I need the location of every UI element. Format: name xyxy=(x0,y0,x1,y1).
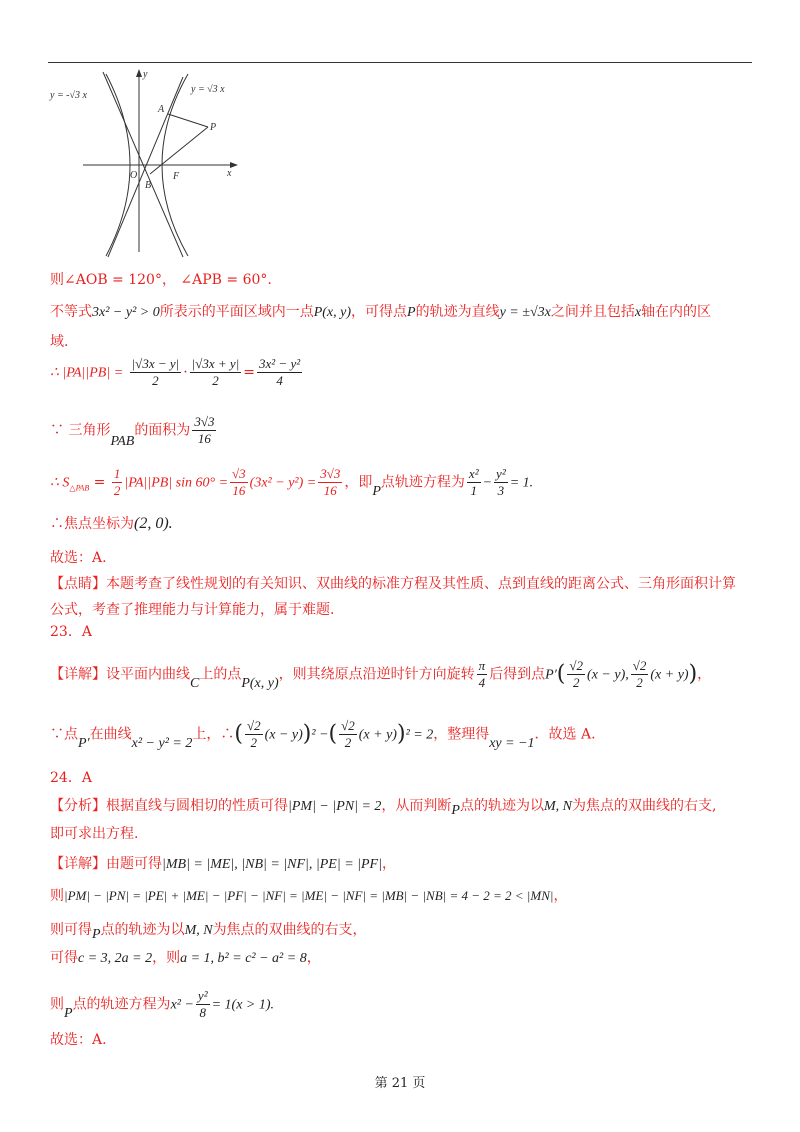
text: 可得 xyxy=(50,950,78,966)
math: |PA||PB| sin 60° = xyxy=(124,475,229,491)
math: P′ xyxy=(545,667,557,683)
text: 轴在内的区 xyxy=(641,304,712,320)
math: P(x, y) xyxy=(313,305,352,320)
text: 故选：A. xyxy=(50,1032,107,1048)
label-x-axis: x xyxy=(227,168,232,179)
math: |MB| = |ME|, |NB| = |NF|, |PE| = |PF| xyxy=(162,857,382,872)
text: ∵点 xyxy=(50,726,78,743)
math: (x − y) xyxy=(264,727,303,743)
text: 则 xyxy=(50,996,64,1013)
math: (x − y), xyxy=(587,667,629,683)
text: ．故选 A. xyxy=(534,726,596,743)
line-comment-1 xyxy=(50,574,736,594)
math: P(x, y) xyxy=(241,675,279,691)
line-q24 xyxy=(50,768,92,788)
text: 域. xyxy=(50,334,69,350)
fraction: $\frac{3√3}{16}$ xyxy=(194,414,215,446)
text: 24．A xyxy=(50,770,92,786)
text: = xyxy=(89,474,110,491)
label-F: F xyxy=(173,171,180,182)
fraction: $\frac{√2}{2}$ xyxy=(632,658,647,690)
math: ² = 2 xyxy=(405,727,434,743)
math: M, N xyxy=(184,923,213,938)
text: 公式，考查了推理能力与计算能力，属于难题. xyxy=(50,602,335,618)
text: 上，∴ xyxy=(192,726,235,743)
text: 点的轨迹为以 xyxy=(100,922,185,938)
line-area xyxy=(50,414,218,447)
line-q24-chain xyxy=(50,886,567,906)
math: = 1(x > 1). xyxy=(211,997,275,1013)
math: a = 1, b² = c² − a² = 8 xyxy=(180,951,307,966)
text: 为焦点的双曲线的右支, xyxy=(571,798,717,814)
math: x² − y² = 2 xyxy=(131,735,193,751)
text: ，从而判断 xyxy=(381,798,452,814)
line-q23-solve: ∵点P′在曲线x² − y² = 2上，∴( $\frac{√2}{2}$ (x − y))² −( $\frac{√2}{2}$ (x + y))² = 2，整理得xy = −1．故选 A. xyxy=(50,718,596,751)
fraction: $\frac{\text{y²}}{3}$ xyxy=(496,466,506,498)
line-comment-2 xyxy=(50,600,334,620)
text: 在曲线 xyxy=(89,726,132,743)
fraction: $\frac{√2}{2}$ xyxy=(246,718,261,750)
label-right-asymptote: y = √3 x xyxy=(191,84,225,95)
text: 上的点 xyxy=(199,666,242,683)
text: 则 xyxy=(50,888,64,904)
math: x² − xyxy=(170,997,194,1013)
math: |PM| − |PN| = 2 xyxy=(288,799,382,814)
line-q24-locus xyxy=(50,920,367,941)
math: (x + y) xyxy=(358,727,397,743)
line-q23 xyxy=(50,622,92,642)
text: ，可得点 xyxy=(351,304,408,320)
line-S-PAB xyxy=(50,466,533,499)
text: 点轨迹方程为 xyxy=(380,474,465,491)
line-q24-detail xyxy=(50,854,396,875)
text: 则可得 xyxy=(50,922,92,938)
math: = 1. xyxy=(509,475,534,491)
line-q24-params xyxy=(50,948,321,969)
math: M, N xyxy=(543,799,572,814)
label-B: B xyxy=(145,180,152,191)
text: 点的轨迹方程为 xyxy=(72,996,171,1013)
math: P xyxy=(92,927,101,942)
line-q24-analysis-2 xyxy=(50,824,138,844)
text: 即可求出方程. xyxy=(50,826,139,842)
hyperbola-figure xyxy=(48,62,248,262)
math: P xyxy=(64,1005,73,1021)
text: 【点睛】本题考查了线性规划的有关知识、双曲线的标准方程及其性质、点到直线的距离公式、三角形面积计算 xyxy=(50,576,736,592)
fraction: $\frac{1}{2}$ xyxy=(113,466,121,498)
fraction: $\frac{\text{y²}}{8}$ xyxy=(197,988,208,1020)
math: (3x² − y²) = xyxy=(249,475,317,491)
text: 不等式 xyxy=(50,304,92,320)
text: 【分析】根据直线与圆相切的性质可得 xyxy=(50,798,288,814)
text: ，即 xyxy=(344,474,373,491)
line-q24-equation xyxy=(50,988,274,1021)
text: 点的轨迹为以 xyxy=(459,798,544,814)
math: P xyxy=(407,305,416,320)
label-P: P xyxy=(210,122,217,133)
math: P xyxy=(372,483,381,499)
text: 之间并且包括 xyxy=(550,304,635,320)
angles-text: 则∠AOB = 120°， ∠APB = 60°. xyxy=(50,272,272,288)
fraction: $\frac{|√3x - y|}{2}$ xyxy=(131,356,180,388)
math: PAB xyxy=(110,433,135,449)
text: 所表示的平面区域内一点 xyxy=(159,304,314,320)
fraction: $\frac{\pi}{4}$ xyxy=(478,658,486,690)
text: 【详解】设平面内曲线 xyxy=(50,666,190,683)
math: |PM| − |PN| = |PE| + |ME| − |PF| − |NF| = |ME| − |NF| = |MB| − |NB| = 4 − 2 = 2 < |MN| xyxy=(64,888,554,903)
fraction: $\frac{√3}{16}$ xyxy=(232,466,246,498)
math: C xyxy=(190,675,200,691)
math: x xyxy=(634,305,642,320)
line-choice-22 xyxy=(50,548,107,568)
line-q24-analysis xyxy=(50,796,716,817)
text: 【详解】由题可得 xyxy=(50,856,162,872)
math: ∴ |PA||PB| = xyxy=(50,365,124,381)
fraction: $\frac{\text{3x² − y²}}{4}$ xyxy=(259,356,301,388)
fraction: $\frac{\text{x²}}{1}$ xyxy=(468,466,479,498)
math: (x + y) xyxy=(650,667,689,683)
line-domain xyxy=(50,332,68,352)
y-axis-arrow xyxy=(136,69,142,77)
label-y-axis: y xyxy=(143,69,148,80)
text: ∵ 三角形 xyxy=(50,422,111,439)
line-inequality xyxy=(50,302,711,323)
math: xy = −1 xyxy=(489,735,535,751)
text: ，则其绕原点沿逆时针方向旋转 xyxy=(278,666,475,683)
math: y = ±√3x xyxy=(499,305,551,320)
fraction: $\frac{√2}{2}$ xyxy=(341,718,355,750)
math: c = 3, 2a = 2 xyxy=(78,951,153,966)
text: 的面积为 xyxy=(134,422,191,439)
text: 故选：A. xyxy=(50,550,107,566)
text: 的轨迹为直线 xyxy=(415,304,500,320)
text: ， xyxy=(553,888,568,904)
text: ， xyxy=(306,950,321,966)
line-PA-PB: ∴ |PA||PB| = $\frac{|√3x - y|}{2}$ · $\frac{|√3x + y|}{2}$ = $\frac{\text{3x² − y²}}{4}$ xyxy=(50,356,301,388)
math: (2, 0). xyxy=(134,515,173,532)
fraction: $\frac{3√3}{16}$ xyxy=(320,466,341,498)
line-choice-24 xyxy=(50,1030,107,1050)
line-focus xyxy=(50,514,173,534)
label-O: O xyxy=(130,170,138,181)
math: ² − xyxy=(311,727,329,743)
fraction: $\frac{|√3x + y|}{2}$ xyxy=(191,356,240,388)
text: ， xyxy=(697,666,712,683)
label-left-asymptote: y = -√3 x xyxy=(50,90,87,101)
math: − xyxy=(482,475,493,491)
line-angles xyxy=(50,270,272,290)
math: 3x² − y² > 0 xyxy=(92,305,160,320)
text: 后得到点 xyxy=(489,666,546,683)
text: ∴焦点坐标为 xyxy=(50,516,134,532)
line-q23-detail: 【详解】设平面内曲线C上的点P(x, y)，则其绕原点沿逆时针方向旋转 $\frac{\pi}{4}$ 后得到点P′( $\frac{√2}{2}$ (x − y), $\frac{√2}{2}$ (x + y))， xyxy=(50,658,712,691)
text: 为焦点的双曲线的右支， xyxy=(212,922,367,938)
text: ， xyxy=(381,856,396,872)
fraction: $\frac{√2}{2}$ xyxy=(569,658,584,690)
text: ，整理得 xyxy=(433,726,490,743)
math: P′ xyxy=(78,735,90,751)
text: 23．A xyxy=(50,624,92,640)
label-A: A xyxy=(158,104,165,115)
subscript: △PAB xyxy=(69,483,90,493)
page-number: 第 21 页 xyxy=(374,1076,426,1091)
math: P xyxy=(451,803,460,818)
text: ，则 xyxy=(152,950,181,966)
segment-PA xyxy=(168,114,208,127)
math: ∴ S xyxy=(50,475,70,491)
